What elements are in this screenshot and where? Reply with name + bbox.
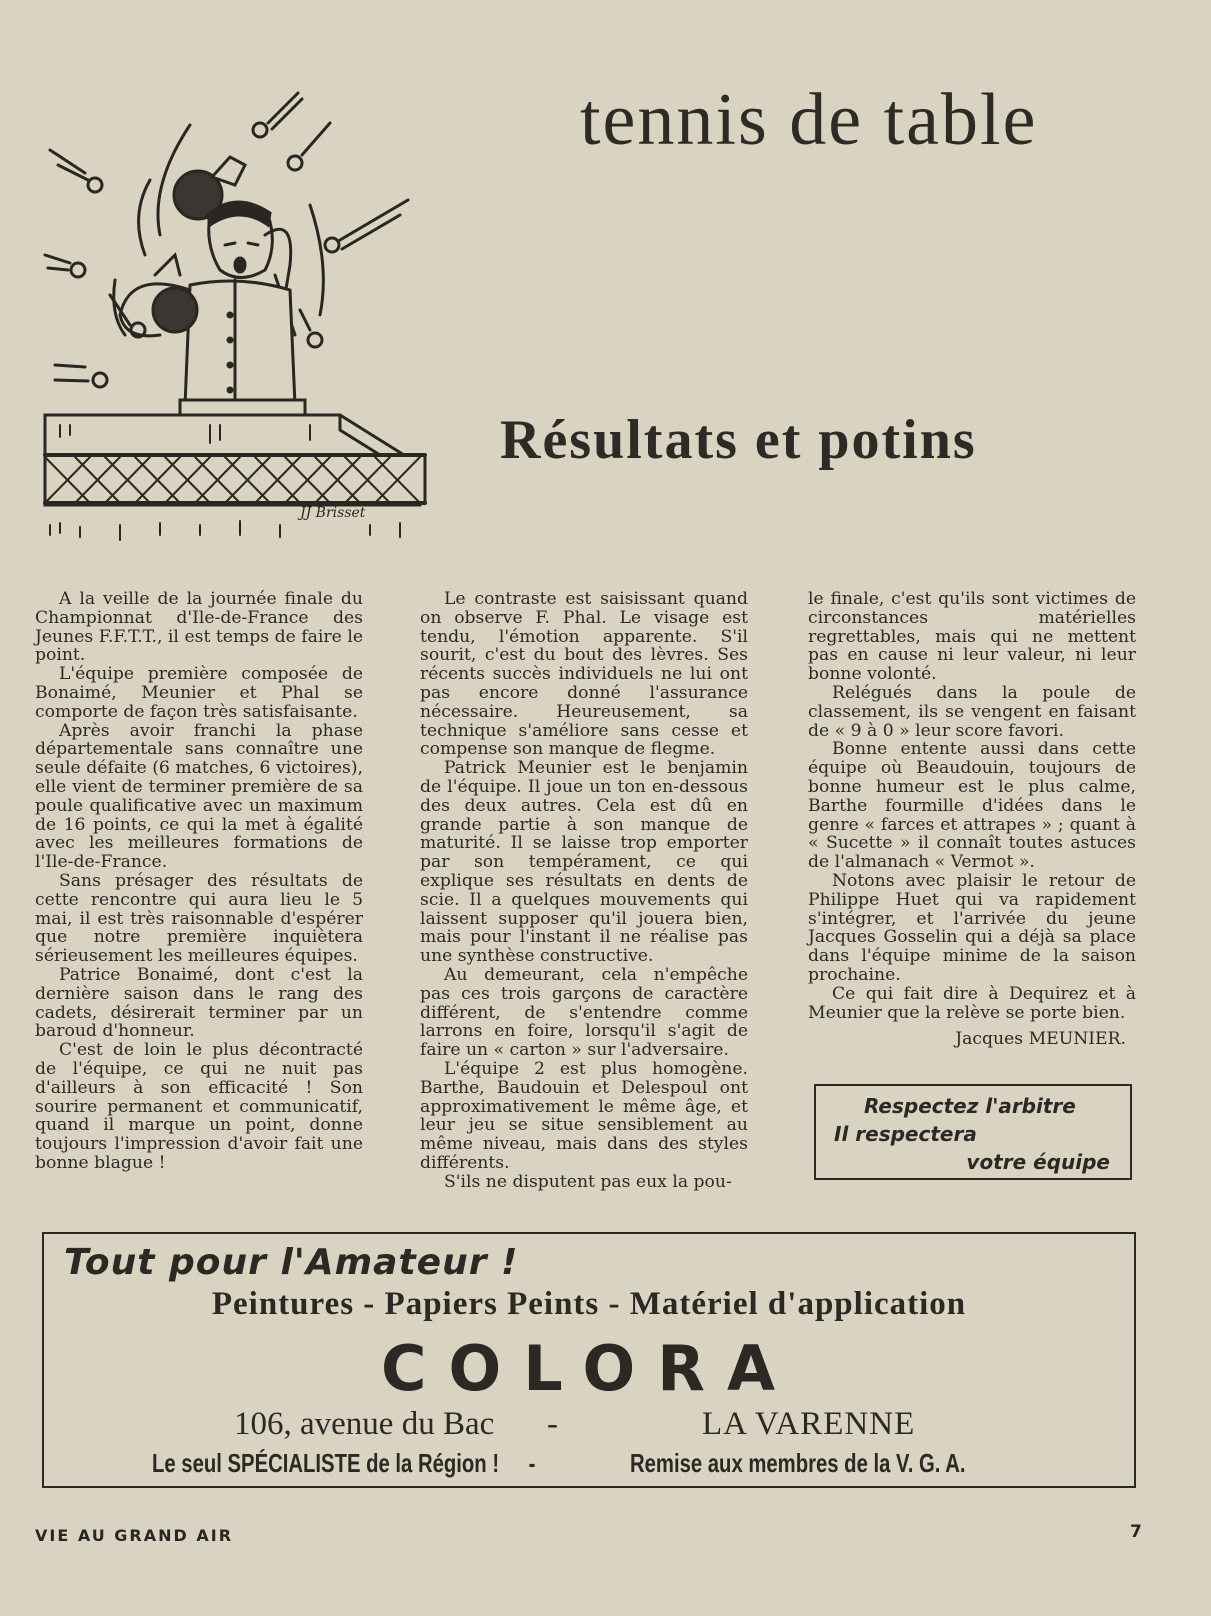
page-title: tennis de table: [580, 79, 1038, 161]
ad-address: [234, 1406, 603, 1443]
table-tennis-player-illustration: [40, 85, 450, 565]
ball-icon: [253, 123, 267, 137]
paragraph: C'est de loin le plus décontracté de l'équipe, ce qui ne nuit pas d'ailleurs à son efficacité ! Son sourire permanent et communicatif, quand il marque un point, donne toujours l'impression d'avoir fait une bonne blague !: [35, 1040, 363, 1173]
ad-headline: Tout pour l'Amateur !: [64, 1242, 519, 1283]
paragraph: Ce qui fait dire à Dequirez et à Meunier que la relève se porte bien.: [808, 983, 1136, 1023]
article-column-1: [35, 590, 363, 1173]
paragraph: Après avoir franchi la phase départementale sans connaître une seule défaite (6 matches, 6 victoires), elle vient de terminer première de sa poule qualificative avec un maximum de 16 points, ce qui la met à égalité avec les meilleures formations de l'Ile-de-France.: [35, 720, 363, 873]
paragraph: Relégués dans la poule de classement, ils se vengent en faisant de « 9 à 0 » leur score favori.: [808, 682, 1136, 741]
publication-name: VIE AU GRAND AIR: [35, 1526, 234, 1545]
paragraph: S'ils ne disputent pas eux la pou-: [444, 1171, 732, 1192]
ball-icon: [325, 238, 339, 252]
paragraph: Au demeurant, cela n'empêche pas ces trois garçons de caractère différent, de s'entendre comme larrons en foire, lorsqu'il s'agit de faire un « carton » sur l'adversaire.: [420, 964, 748, 1061]
article-column-2: [420, 590, 748, 1192]
article-subtitle: Résultats et potins: [500, 409, 977, 471]
paragraph: Le contraste est saisissant quand on observe F. Phal. Le visage est tendu, l'émotion apparente. S'il sourit, c'est du bout des lèvres. Ses récents succès individuels ne lui ont pas encore donné l'assurance nécessaire. Heureusement, sa technique s'améliore sans cesse et compense son manque de flegme.: [420, 589, 748, 760]
ad-tagline-right: Remise aux membres de la V. G. A.: [630, 1448, 966, 1478]
referee-notice-box: [814, 1084, 1132, 1180]
paragraph: Patrick Meunier est le benjamin de l'équipe. Il joue un ton en-dessous des deux autres. Cela est dû en grande partie à son manque de maturité. Il se laisse trop emporter par son tempérament, ce qui explique ses résultats en dents de scie. Il a quelques mouvements qui laissent supposer qu'il jouera bien, mais pour l'instant il ne réalise pas une synthèse constructive.: [420, 758, 748, 967]
page-number: 7: [1130, 1522, 1142, 1542]
notice-line-3: votre équipe: [966, 1150, 1110, 1174]
ad-tagline-left-text: Le seul SPÉCIALISTE de la Région !: [152, 1448, 500, 1478]
ad-products: Peintures - Papiers Peints - Matériel d'application: [211, 1286, 967, 1322]
article-author: Jacques MEUNIER.: [955, 1029, 1126, 1050]
paragraph: L'équipe 2 est plus homogène. Barthe, Baudouin et Delespoul ont approximativement le même âge, et leur jeu se situe sensiblement au même niveau, mais dans des styles différents.: [420, 1058, 748, 1173]
ball-icon: [93, 373, 107, 387]
notice-line-2: Il respectera: [834, 1122, 977, 1146]
ball-icon: [288, 156, 302, 170]
paragraph: Notons avec plaisir le retour de Philippe Huet qui va rapidement s'intégrer, et l'arrivée du jeune Jacques Gosselin qui a déjà sa place dans l'équipe minime de la saison prochaine.: [808, 870, 1136, 985]
paragraph: Patrice Bonaimé, dont c'est la dernière saison dans le rang des cadets, désirerait terminer par un baroud d'honneur.: [35, 964, 363, 1042]
paragraph: L'équipe première composée de Bonaimé, Meunier et Phal se comporte de façon très satisfaisante.: [35, 664, 363, 722]
ad-tagline-separator: -: [528, 1448, 536, 1478]
colora-advertisement: [42, 1232, 1136, 1488]
ad-brand-name: COLORA: [381, 1332, 797, 1405]
paragraph: Bonne entente aussi dans cette équipe où Beaudouin, toujours de bonne humeur est le plus calme, Barthe fourmille d'idées dans le genre « farces et attrapes » ; quant à « Sucette » il connaît toutes astuces de l'almanach « Vermot ».: [808, 739, 1136, 873]
article-column-3: [808, 590, 1136, 1049]
ball-icon: [71, 263, 85, 277]
ad-tagline-left: [152, 1448, 559, 1479]
paragraph: Sans présager des résultats de cette rencontre qui aura lieu le 5 mai, il est très raisonnable d'espérer que notre première inquiètera sérieusement les meilleures équipes.: [35, 870, 363, 967]
paragraph: A la veille de la journée finale du Championnat d'Ile-de-France des Jeunes F.F.T.T., il est temps de faire le point.: [35, 589, 363, 666]
ad-address-separator: -: [547, 1406, 558, 1442]
ad-street: 106, avenue du Bac: [234, 1406, 495, 1442]
ad-town: LA VARENNE: [702, 1406, 916, 1442]
illustration-signature: JJ Brisset: [300, 505, 366, 521]
ball-icon: [308, 333, 322, 347]
paragraph: le finale, c'est qu'ils sont victimes de circonstances matérielles regrettables, mais qui ne mettent pas en cause ni leur valeur, ni leur bonne volonté.: [808, 589, 1136, 685]
notice-line-1: Respectez l'arbitre: [864, 1094, 1076, 1118]
ball-icon: [88, 178, 102, 192]
